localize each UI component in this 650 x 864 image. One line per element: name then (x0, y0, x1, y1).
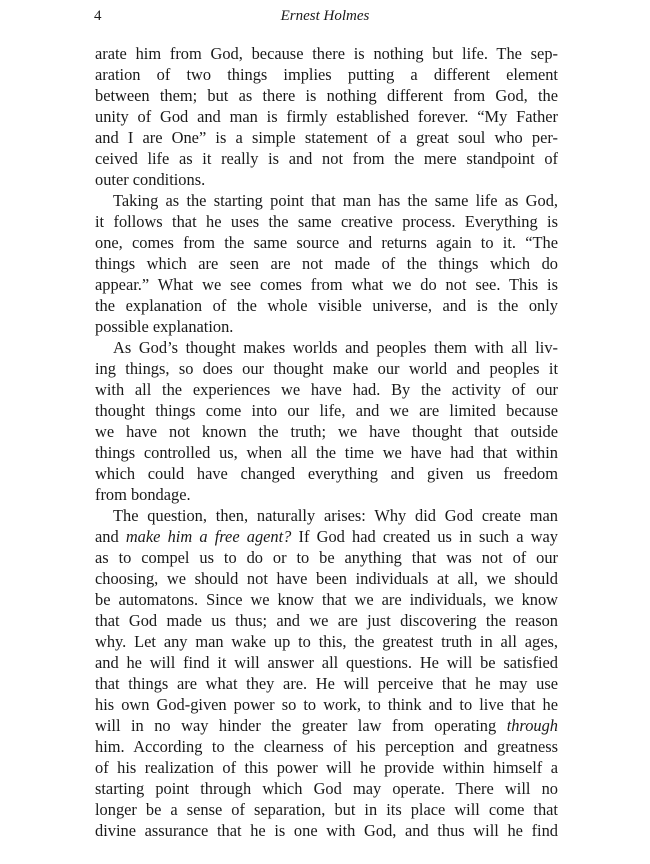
text-run: and (95, 527, 126, 546)
text-line: be automatons. Since we know that we are individuals, we know (95, 590, 558, 609)
text-line: divine assurance that he is one with God, and thus will he find (95, 821, 558, 840)
text-line: between them; but as there is nothing different from God, the (95, 86, 558, 105)
text-line: and he will find it will answer all questions. He will be satisfied (95, 653, 558, 672)
page-header (94, 8, 556, 30)
page-number: 4 (94, 8, 102, 24)
text-line: and I are One” is a simple statement of a great soul who per- (95, 128, 558, 147)
text-line: things controlled us, when all the time we have had that within (95, 443, 558, 462)
text-line (95, 526, 558, 547)
italic-text: make him a free agent? (125, 527, 292, 546)
running-head: Ernest Holmes (280, 8, 370, 24)
text-line: as to compel us to do or to be anything that was not of our (95, 548, 558, 567)
text-line: it follows that he uses the same creative process. Everything is (95, 212, 558, 231)
page-body (95, 43, 558, 841)
text-line: ceived life as it really is and not from the mere standpoint of (95, 149, 558, 168)
paragraph (95, 43, 558, 190)
text-line: his own God-given power so to work, to think and to live that he (95, 695, 558, 714)
text-line: possible explanation. (95, 317, 234, 336)
text-line: things which are seen are not made of the things which do (95, 254, 558, 273)
text-line: aration of two things implies putting a different element (95, 65, 558, 84)
text-line: that things are what they are. He will perceive that he may use (95, 674, 558, 693)
text-run: will in no way hinder the greater law from operating (95, 716, 507, 735)
text-line: Taking as the starting point that man has the same life as God, (113, 191, 558, 210)
italic-text: through (506, 716, 558, 735)
text-line: one, comes from the same source and returns again to it. “The (95, 233, 558, 252)
text-line: from bondage. (95, 485, 191, 504)
text-line: The question, then, naturally arises: Why did God create man (113, 506, 558, 525)
text-line: that God made us thus; and we are just discovering the reason (95, 611, 558, 630)
text-line: unity of God and man is firmly established forever. “My Father (95, 107, 558, 126)
text-line: thought things come into our life, and we are limited because (95, 401, 558, 420)
text-line: which could have changed everything and given us freedom (95, 464, 558, 483)
paragraph (95, 505, 558, 841)
paragraph (95, 190, 558, 337)
text-line: arate him from God, because there is nothing but life. The sep- (95, 44, 558, 63)
text-line: appear.” What we see comes from what we do not see. This is (95, 275, 558, 294)
text-line: ing things, so does our thought make our world and peoples it (95, 359, 558, 378)
text-line: starting point through which God may operate. There will no (95, 779, 558, 798)
text-line: of his realization of this power will he provide within himself a (95, 758, 558, 777)
text-line: As God’s thought makes worlds and peoples them with all liv- (113, 338, 558, 357)
text-line: the explanation of the whole visible universe, and is the only (95, 296, 558, 315)
text-line: outer conditions. (95, 170, 206, 189)
paragraph (95, 337, 558, 505)
text-line: we have not known the truth; we have thought that outside (95, 422, 558, 441)
text-line: choosing, we should not have been individuals at all, we should (95, 569, 558, 588)
text-line: with all the experiences we have had. By the activity of our (95, 380, 558, 399)
text-line (95, 715, 558, 736)
text-run: If God had created us in such a way (291, 527, 558, 546)
text-line: longer be a sense of separation, but in its place will come that (95, 800, 558, 819)
text-line: why. Let any man wake up to this, the greatest truth in all ages, (95, 632, 558, 651)
text-line: him. According to the clearness of his perception and greatness (95, 737, 558, 756)
